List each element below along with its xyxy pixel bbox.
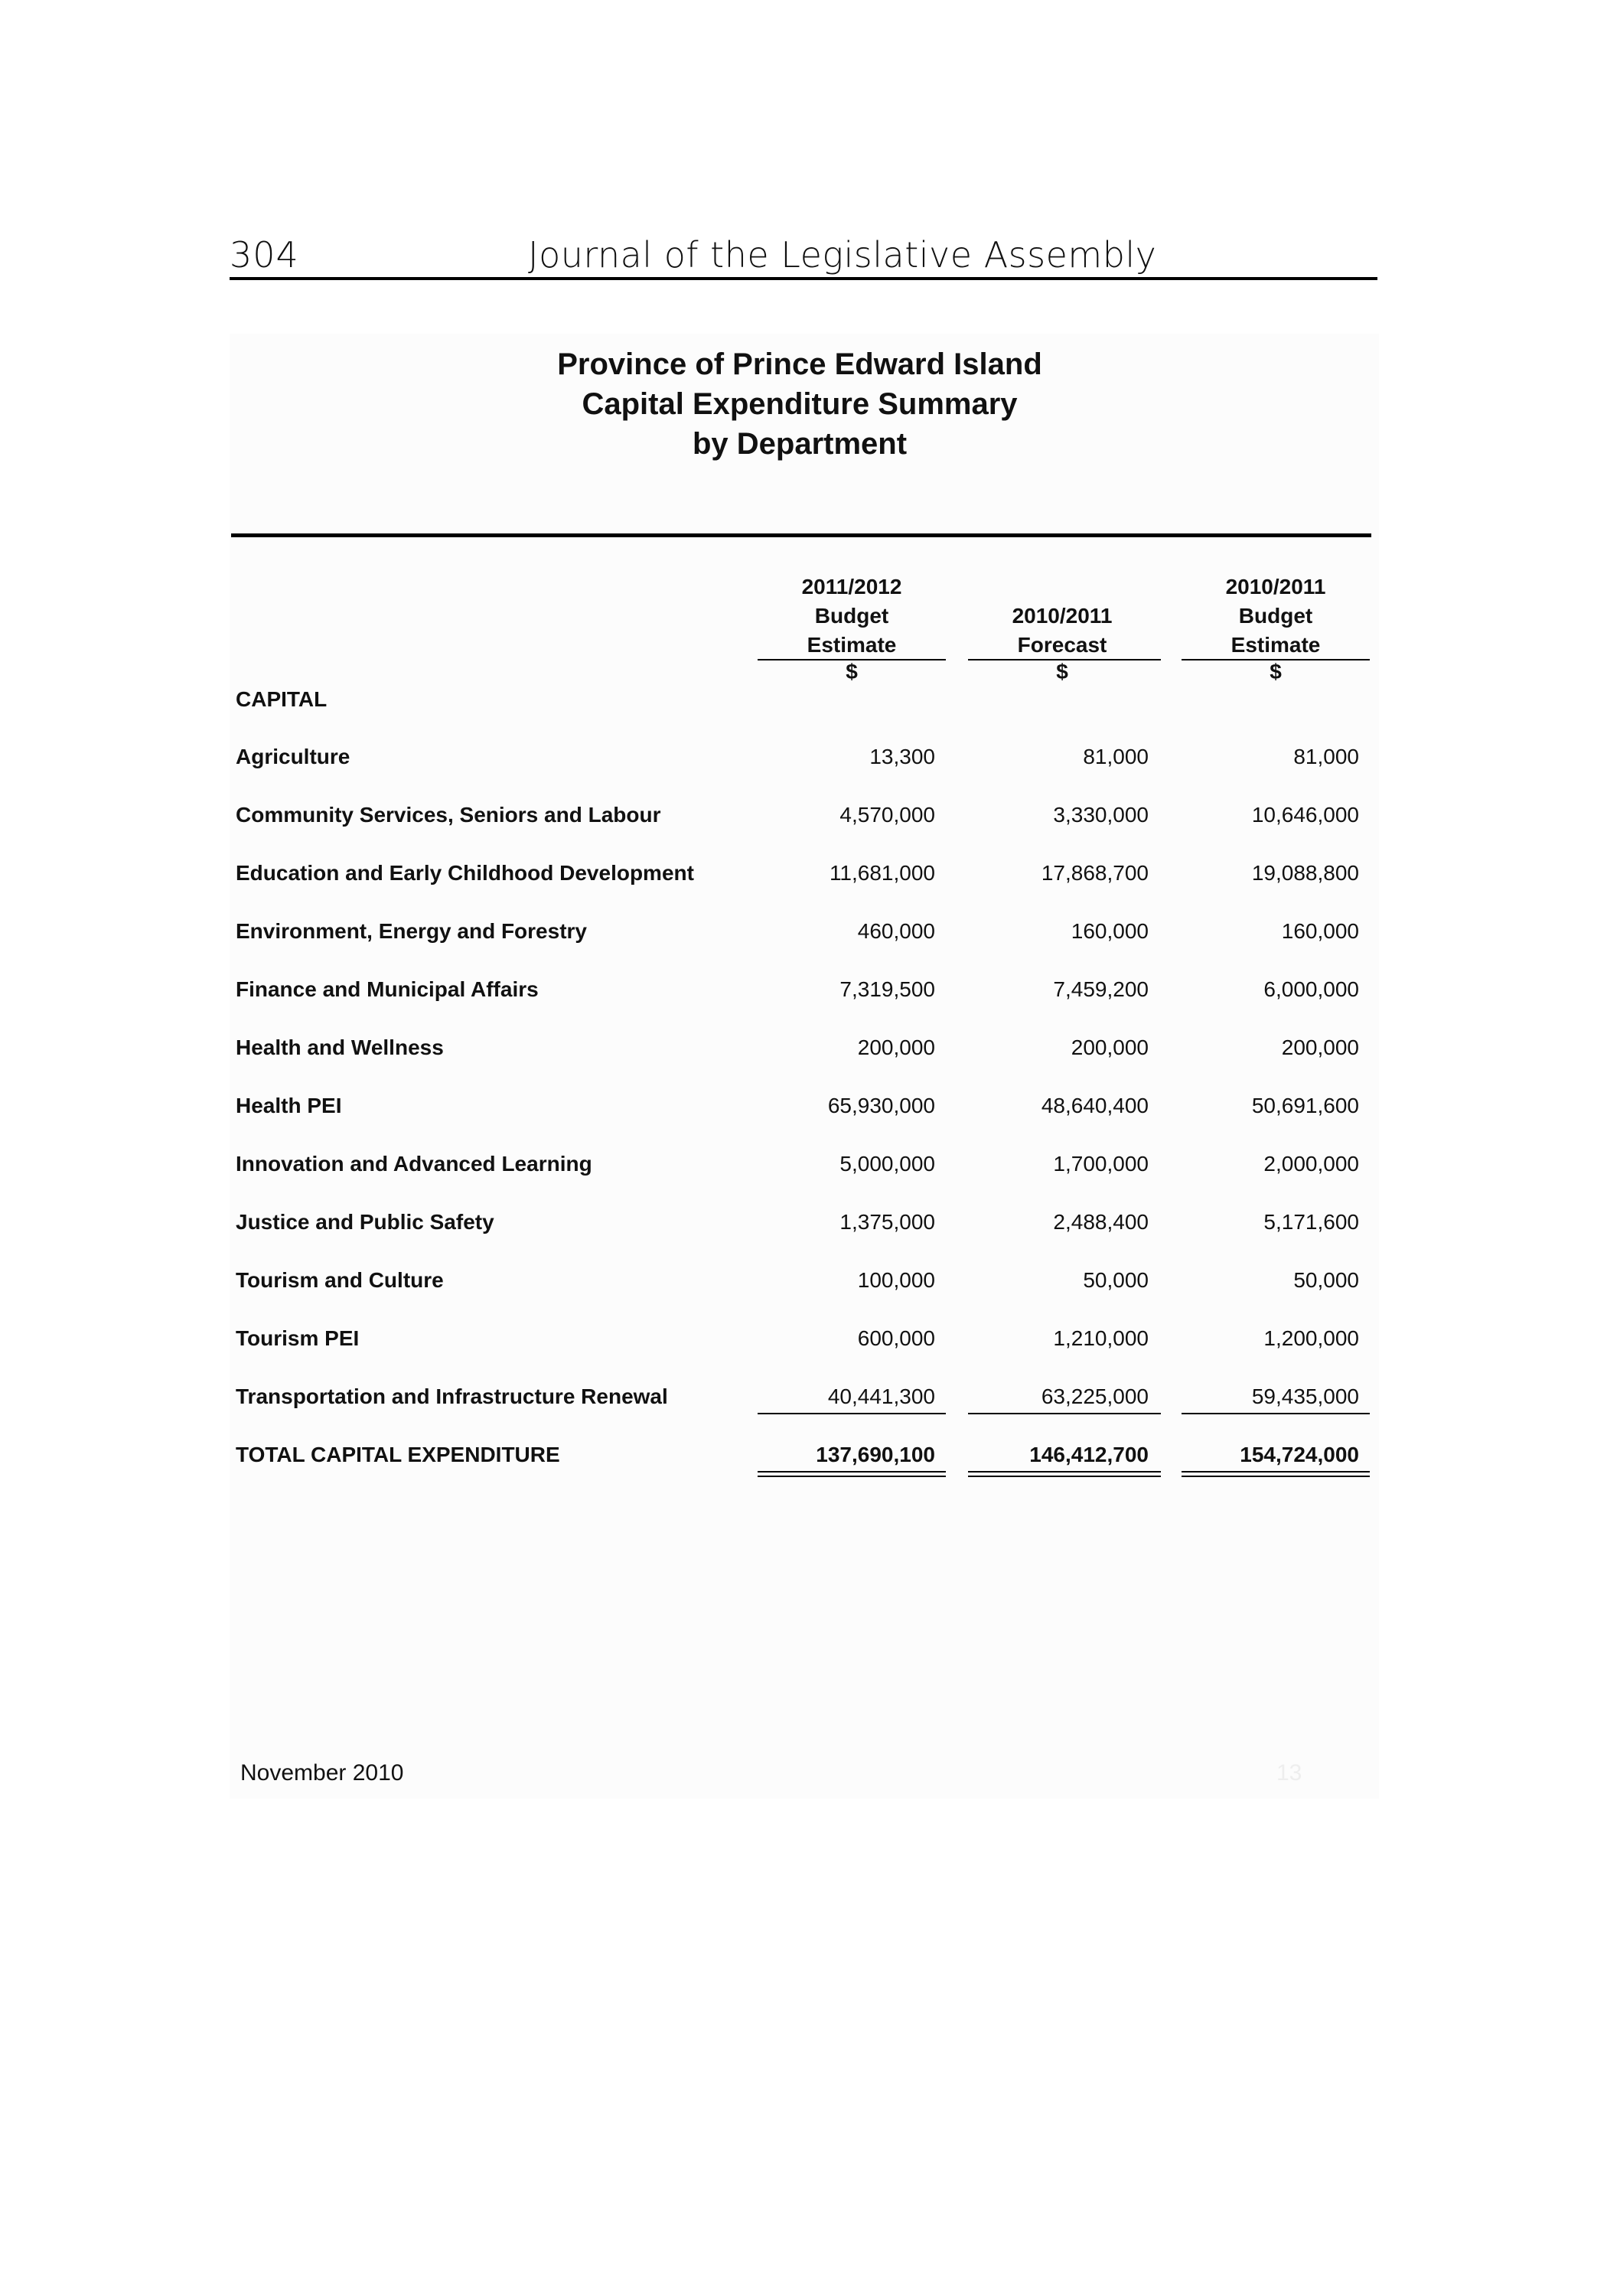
column-header-line: 2010/2011 (1012, 604, 1113, 628)
table-row (0, 1035, 1607, 1066)
forecast-2010-2011-value: 81,000 (1083, 745, 1149, 768)
subtotal-rule (758, 1413, 946, 1414)
table-row (0, 1326, 1607, 1357)
total-row (0, 1443, 1607, 1473)
budget-2011-2012-value: 7,319,500 (839, 977, 935, 1001)
forecast-2010-2011-value: 1,700,000 (1053, 1152, 1149, 1176)
currency-unit: $ (1056, 660, 1068, 683)
table-row (0, 1384, 1607, 1415)
budget-2010-2011-value: 6,000,000 (1263, 977, 1359, 1001)
budget-2010-2011-value: 50,691,600 (1251, 1094, 1359, 1117)
subtotal-rule (1182, 1413, 1370, 1414)
total-double-rule (968, 1471, 1161, 1473)
table-row (0, 919, 1607, 950)
budget-2010-2011-value: 59,435,000 (1251, 1384, 1359, 1408)
forecast-2010-2011-value: 200,000 (1071, 1035, 1149, 1059)
report-title-line: Capital Expenditure Summary (582, 387, 1018, 421)
currency-unit: $ (1270, 660, 1282, 683)
table-row (0, 1094, 1607, 1124)
budget-2010-2011-value: 5,171,600 (1263, 1210, 1359, 1234)
budget-2011-2012-value: 4,570,000 (839, 803, 935, 827)
forecast-2010-2011-value: 48,640,400 (1041, 1094, 1149, 1117)
department-name: Tourism and Culture (236, 1268, 444, 1292)
budget-2010-2011-value: 19,088,800 (1251, 861, 1359, 885)
column-header-line: 2010/2011 (1225, 575, 1326, 598)
department-name: Finance and Municipal Affairs (236, 977, 539, 1001)
table-row (0, 1210, 1607, 1241)
department-name: Innovation and Advanced Learning (236, 1152, 592, 1176)
column-header-line: Budget (1238, 604, 1313, 628)
forecast-2010-2011-value: 160,000 (1071, 919, 1149, 943)
budget-2011-2012-value: 100,000 (857, 1268, 935, 1292)
department-name: Justice and Public Safety (236, 1210, 494, 1234)
budget-2011-2012-value: 40,441,300 (827, 1384, 935, 1408)
budget-2011-2012-value: 65,930,000 (827, 1094, 935, 1117)
footer-page-number: 13 (1276, 1760, 1302, 1786)
budget-2010-2011-value: 50,000 (1293, 1268, 1359, 1292)
budget-2011-2012-value: 5,000,000 (839, 1152, 935, 1176)
budget-2011-2012-value: 460,000 (857, 919, 935, 943)
journal-title: Journal of the Legislative Assembly (528, 234, 1157, 276)
forecast-2010-2011-value: 63,225,000 (1041, 1384, 1149, 1408)
department-name: Community Services, Seniors and Labour (236, 803, 661, 827)
forecast-2010-2011-value: 17,868,700 (1041, 861, 1149, 885)
column-header-line: Budget (814, 604, 889, 628)
department-name: Health and Wellness (236, 1035, 444, 1059)
forecast-2010-2011-value: 2,488,400 (1053, 1210, 1149, 1234)
table-row (0, 861, 1607, 892)
budget-2010-2011-value: 81,000 (1293, 745, 1359, 768)
currency-unit: $ (846, 660, 858, 683)
table-row (0, 1268, 1607, 1299)
department-name: Education and Early Childhood Development (236, 861, 694, 885)
budget-2011-2012-value: 1,375,000 (839, 1210, 935, 1234)
forecast-2010-2011-value: 50,000 (1083, 1268, 1149, 1292)
budget-2010-2011-value: 2,000,000 (1263, 1152, 1359, 1176)
department-name: Agriculture (236, 745, 350, 768)
total-double-rule (758, 1476, 946, 1477)
column-header-line: 2011/2012 (801, 575, 902, 598)
budget-2011-2012-value: 11,681,000 (829, 861, 935, 885)
total-double-rule (968, 1476, 1161, 1477)
footer-date: November 2010 (240, 1760, 404, 1786)
department-name: Tourism PEI (236, 1326, 360, 1350)
total-forecast-2010-2011: 146,412,700 (1029, 1443, 1149, 1466)
section-label: CAPITAL (236, 687, 328, 711)
forecast-2010-2011-value: 3,330,000 (1053, 803, 1149, 827)
department-name: Health PEI (236, 1094, 342, 1117)
budget-2011-2012-value: 13,300 (869, 745, 935, 768)
department-name: Environment, Energy and Forestry (236, 919, 587, 943)
table-row (0, 977, 1607, 1008)
page-number: 304 (230, 234, 299, 276)
column-header-line: Estimate (1231, 633, 1321, 657)
budget-2011-2012-value: 200,000 (857, 1035, 935, 1059)
report-title-line: by Department (692, 427, 908, 461)
budget-2010-2011-value: 160,000 (1281, 919, 1359, 943)
total-double-rule (1182, 1471, 1370, 1473)
subtotal-rule (968, 1413, 1161, 1414)
total-double-rule (758, 1471, 946, 1473)
department-name: Transportation and Infrastructure Renewal (236, 1384, 668, 1408)
total-double-rule (1182, 1476, 1370, 1477)
forecast-2010-2011-value: 1,210,000 (1053, 1326, 1149, 1350)
column-header-line: Forecast (1017, 633, 1107, 657)
forecast-2010-2011-value: 7,459,200 (1053, 977, 1149, 1001)
column-header-line: Estimate (807, 633, 897, 657)
total-budget-2010-2011: 154,724,000 (1240, 1443, 1359, 1466)
budget-2010-2011-value: 200,000 (1281, 1035, 1359, 1059)
table-row (0, 803, 1607, 833)
budget-2010-2011-value: 10,646,000 (1251, 803, 1359, 827)
table-row (0, 1152, 1607, 1182)
budget-2011-2012-value: 600,000 (857, 1326, 935, 1350)
report-title-line: Province of Prince Edward Island (557, 347, 1042, 381)
total-label: TOTAL CAPITAL EXPENDITURE (236, 1443, 560, 1466)
table-row (0, 745, 1607, 775)
total-budget-2011-2012: 137,690,100 (816, 1443, 935, 1466)
budget-2010-2011-value: 1,200,000 (1263, 1326, 1359, 1350)
